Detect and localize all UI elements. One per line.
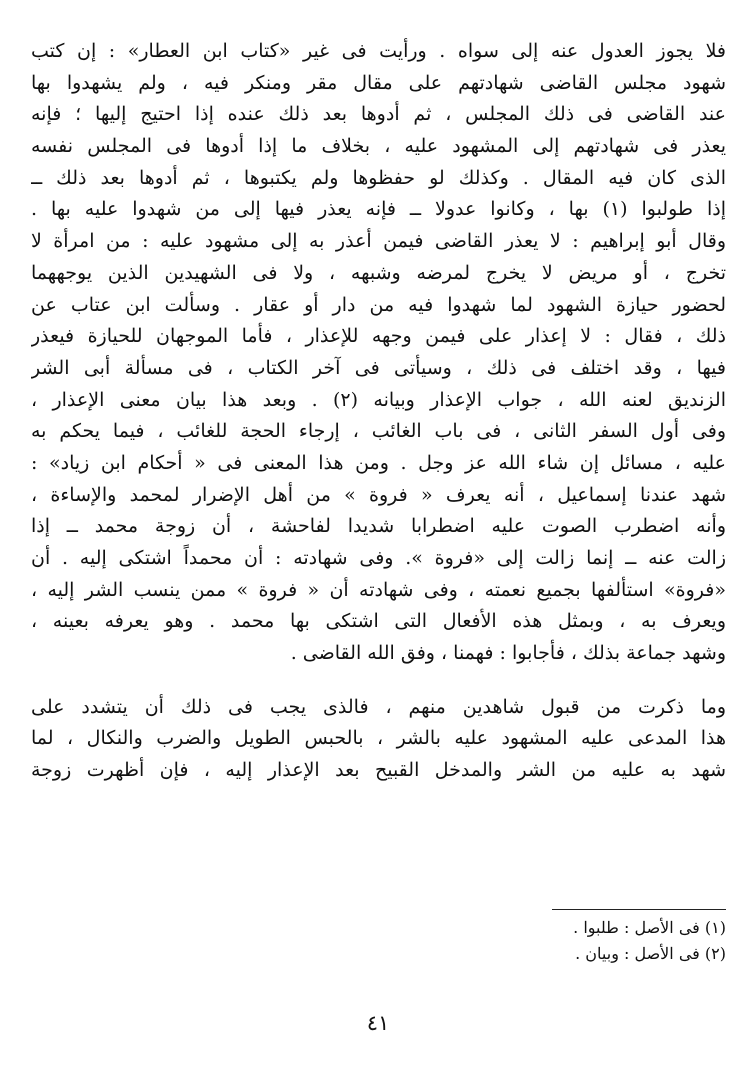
footnotes [326, 915, 726, 967]
paragraph-spacer [31, 670, 726, 692]
text-line: وأنه اضطرب الصوت عليه اضطرابا شديدا لفاحشة ، أن زوجة محمد ــ إذا [31, 515, 726, 538]
main-text [31, 36, 726, 787]
footnote-separator [552, 909, 726, 910]
text-line: لحضور حيازة الشهود لما شهدوا فيه من دار أو عقار . وسألت ابن عتاب عن [31, 293, 726, 316]
text-line: تخرج ، أو مريض لا يخرج لمرضه وشبهه ، ولا فى الشهيدين الذين يوجههما [31, 261, 726, 284]
text-line: إذا طولبوا (١) بها ، وكانوا عدولا ــ فإنه يعذر فيها إلى من شهدوا عليه بها . [31, 198, 726, 221]
text-line: شهود مجلس القاضى شهادتهم على مقال مقر ومنكر فيه ، ولم يشهدوا بها [31, 71, 726, 94]
text-line: ويعرف به ، وبمثل هذه الأفعال التى اشتكى بها محمد . وهو يعرفه بعينه ، [31, 610, 726, 633]
text-line: وشهد جماعة بذلك ، فأجابوا : فهمنا ، وفق الله القاضى . [290, 642, 726, 665]
text-line: زالت عنه ــ إنما زالت إلى «فروة ». وفى شهادته : أن محمداً اشتكى إليه . أن [31, 547, 726, 569]
text-line: شهد به عليه من الشر والمدخل القبيح بعد الإعذار إليه ، فإن أظهرت زوجة [31, 759, 726, 782]
text-line: شهد عندنا إسماعيل ، أنه يعرف « فروة » من أهل الإضرار لمحمد والإساءة ، [31, 483, 726, 506]
footnote-1: (١) فى الأصل : طلبوا . [573, 918, 726, 937]
text-line: وقال أبو إبراهيم : لا يعذر القاضى فيمن أعذر به إلى مشهود عليه : من امرأة لا [31, 230, 726, 253]
page-number: ٤١ [366, 1011, 390, 1035]
text-line: الذى كان فيه المقال . وكذلك لو حفظوها ولم يكتبوها ، ثم أدوها بعد ذلك ــ [31, 166, 726, 189]
text-line: يعذر فى شهادتهم إلى المشهود عليه ، بخلاف ما إذا أدوها فى المجلس نفسه [31, 135, 726, 158]
text-line: وفى أول السفر الثانى ، فى باب الغائب ، إرجاء الحجة للغائب ، فيما يحكم به [31, 420, 726, 443]
text-line: ذلك ، فقال : لا إعذار على فيمن وجهه للإعذار ، فأما الموجهان للحيازة فيعذر [31, 325, 726, 348]
paragraph-2 [31, 692, 726, 787]
text-line: فيها ، وقد اختلف فى ذلك ، وسيأتى فى آخر الكتاب ، فى مسألة أبى الشر [31, 356, 726, 379]
paragraph-1 [31, 36, 726, 670]
text-line: «فروة» استألفها بجميع نعمته ، وفى شهادته أن « فروة » ممن ينسب الشر إليه ، [31, 578, 726, 601]
text-line: عليه ، مسائل إن شاء الله عز وجل . ومن هذا المعنى فى « أحكام ابن زياد» : [31, 451, 726, 474]
text-line: الزنديق لعنه الله ، جواب الإعذار وبيانه (٢) . وبعد هذا بيان معنى الإعذار ، [31, 388, 726, 411]
text-line: هذا المدعى عليه المشهود عليه بالشر ، بالحبس الطويل والضرب والنكال ، لما [31, 727, 726, 750]
footnote-2: (٢) فى الأصل : وبيان . [575, 944, 726, 963]
text-line: عند القاضى فى ذلك المجلس ، ثم أدوها بعد ذلك عنده إذا احتيج إليها ؛ فإنه [31, 103, 726, 126]
text-line: فلا يجوز العدول عنه إلى سواه . ورأيت فى غير «كتاب ابن العطار» : إن كتب [31, 40, 726, 62]
text-line: وما ذكرت من قبول شاهدين منهم ، فالذى يجب فى ذلك أن يتشدد على [31, 695, 726, 718]
